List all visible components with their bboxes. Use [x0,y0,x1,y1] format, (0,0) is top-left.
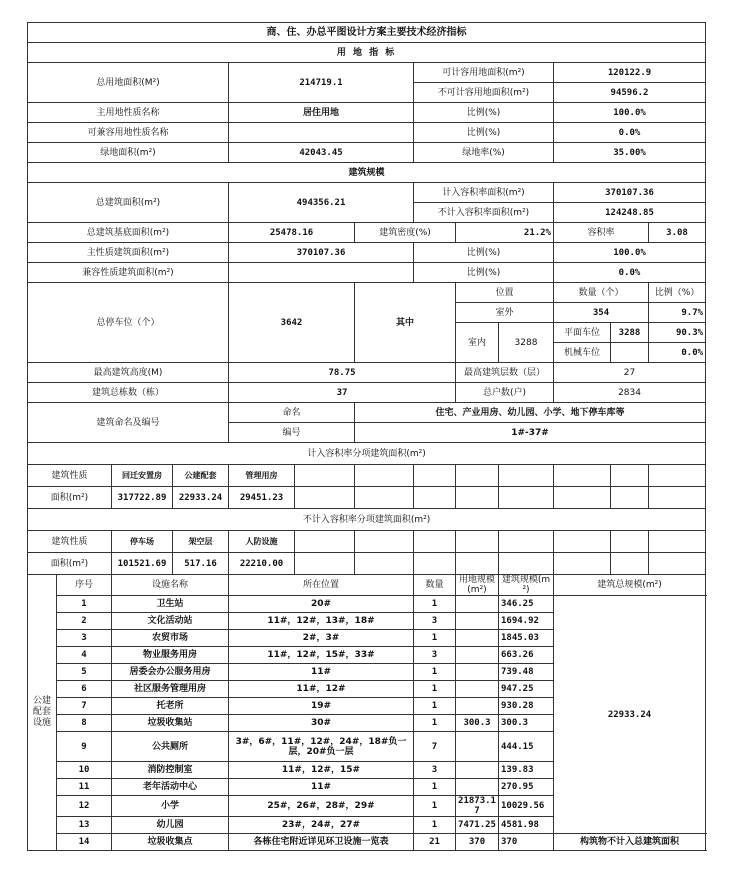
nonfar-h-stilts: 架空层 [173,531,229,553]
facility-qty: 1 [414,817,456,834]
facility-land-area [456,762,499,779]
parking-among-label: 其中 [355,283,456,363]
facilities-h-location: 所在位置 [229,575,414,596]
facility-qty: 3 [414,647,456,664]
facility-location: 11#，12#，13#，18# [229,613,414,630]
facility-location: 2#，3# [229,630,414,647]
section-far-breakdown: 计入容积率分项建筑面积(m²) [28,443,706,465]
facility-name: 社区服务管理用房 [112,681,229,698]
parking-outdoor-label: 室外 [456,303,554,323]
facility-row [28,596,706,613]
compat-nature-label: 可兼容用地性质名称 [28,123,229,143]
facility-row [28,834,706,851]
facility-name: 公共厕所 [112,732,229,762]
parking-mech-ratio: 0.0% [649,343,706,363]
facility-build-area: 663.26 [499,647,554,664]
facility-index: 12 [57,796,112,817]
facility-name: 老年活动中心 [112,779,229,796]
facility-build-area: 370 [499,834,554,851]
facility-qty: 21 [414,834,456,851]
far-v-public: 22933.24 [173,487,229,509]
facilities-h-total: 建筑总规模(m²) [554,575,706,596]
land-total-label: 总用地面积(M²) [28,63,229,103]
facility-name: 文化活动站 [112,613,229,630]
facility-name: 垃圾收集站 [112,715,229,732]
facility-location: 11# [229,664,414,681]
facility-index: 14 [57,834,112,851]
facilities-h-name: 设施名称 [112,575,229,596]
facility-index: 7 [57,698,112,715]
nonfar-land-value: 94596.2 [554,83,706,103]
facility-name: 小学 [112,796,229,817]
facility-land-area: 21873.17 [456,796,499,817]
compat-ratio-label: 比例(%) [414,123,554,143]
nonfar-area-value: 124248.85 [554,203,706,223]
green-rate-label: 绿地率(%) [414,143,554,163]
naming-number-value: 1#-37# [355,423,706,443]
facility-build-area: 1694.92 [499,613,554,630]
facility-location: 3#，6#，11#，12#，24#，18#负一层，20#负一层 [229,732,414,762]
facility-location: 25#，26#，28#，29# [229,796,414,817]
main-area-value: 370107.36 [229,243,414,263]
naming-name-value: 住宅、产业用房、幼儿园、小学、地下停车库等 [355,403,706,423]
green-area-value: 42043.45 [229,143,414,163]
parking-outdoor-ratio: 9.7% [649,303,706,323]
tech-econ-table [27,22,706,851]
green-rate-value: 35.00% [554,143,706,163]
facility-build-area: 270.95 [499,779,554,796]
facility-location: 各栋住宅附近详见环卫设施一览表 [229,834,414,851]
facilities-group-label: 公建配套设施 [28,575,57,851]
facility-index: 8 [57,715,112,732]
facility-location: 11#，12# [229,681,414,698]
build-total-label: 总建筑面积(m²) [28,183,229,223]
max-height-value: 78.75 [229,363,456,383]
bldg-count-value: 37 [229,383,456,403]
facility-qty: 1 [414,698,456,715]
facility-location: 19# [229,698,414,715]
facility-land-area [456,664,499,681]
facility-name: 农贸市场 [112,630,229,647]
facility-build-area: 4581.98 [499,817,554,834]
facility-location: 23#，24#，27# [229,817,414,834]
facility-qty: 3 [414,613,456,630]
facility-land-area [456,779,499,796]
parking-flat-count: 3288 [611,323,649,343]
households-value: 2834 [554,383,706,403]
facility-land-area: 300.3 [456,715,499,732]
section-land: 用 地 指 标 [28,43,706,63]
parking-h-count: 数量（个） [554,283,649,303]
facility-index: 4 [57,647,112,664]
facility-build-area: 1845.03 [499,630,554,647]
facility-qty: 1 [414,664,456,681]
facility-index: 2 [57,613,112,630]
facility-land-area [456,732,499,762]
far-h-mgmt: 管理用房 [229,465,295,487]
facility-qty: 1 [414,796,456,817]
facility-qty: 1 [414,596,456,613]
far-area-label: 计入容积率面积(m²) [414,183,554,203]
parking-h-position: 位置 [456,283,554,303]
facility-build-area: 739.48 [499,664,554,681]
facility-name: 幼儿园 [112,817,229,834]
nonfar-h-civil-defense: 人防设施 [229,531,295,553]
parking-indoor-value: 3288 [499,323,554,363]
green-area-label: 绿地面积(m²) [28,143,229,163]
naming-label: 建筑命名及编号 [28,403,229,443]
base-area-label: 总建筑基底面积(m²) [28,223,229,243]
facility-name: 物业服务用房 [112,647,229,664]
nonfar-v-stilts: 517.16 [173,553,229,575]
density-value: 21.2% [456,223,554,243]
facility-build-area: 139.83 [499,762,554,779]
nonfar-h-parking: 停车场 [112,531,173,553]
parking-mech-count [611,343,649,363]
facility-location: 11#，12#，15# [229,762,414,779]
main-area-label: 主性质建筑面积(m²) [28,243,229,263]
facility-qty: 3 [414,762,456,779]
facility-index: 11 [57,779,112,796]
facility-land-area: 7471.25 [456,817,499,834]
facilities-h-land: 用地规模(m²) [456,575,499,596]
facilities-h-qty: 数量 [414,575,456,596]
far-land-label: 可计容用地面积(m²) [414,63,554,83]
facilities-table [28,575,706,851]
build-main-ratio-value: 100.0% [554,243,706,263]
parking-mech-label: 机械车位 [554,343,611,363]
facilities-total-value: 22933.24 [554,596,706,834]
facility-qty: 7 [414,732,456,762]
nonfar-land-label: 不可计容用地面积(m²) [414,83,554,103]
nonfar-nature-label: 建筑性质 [28,531,112,553]
facility-name: 垃圾收集点 [112,834,229,851]
far-h-resettle: 回迁安置房 [112,465,173,487]
facility-land-area [456,681,499,698]
far-nature-label: 建筑性质 [28,465,112,487]
facility-build-area: 930.28 [499,698,554,715]
facility-location: 20# [229,596,414,613]
facility-index: 13 [57,817,112,834]
parking-outdoor-count: 354 [554,303,649,323]
nonfar-v-civil-defense: 22210.00 [229,553,295,575]
far-h-public: 公建配套 [173,465,229,487]
facility-build-area: 346.25 [499,596,554,613]
facility-build-area: 947.25 [499,681,554,698]
facility-index: 5 [57,664,112,681]
build-compat-ratio-value: 0.0% [554,263,706,283]
facility-index: 1 [57,596,112,613]
facility-land-area [456,698,499,715]
facility-build-area: 10029.56 [499,796,554,817]
facilities-header-row [28,575,706,596]
facility-index: 10 [57,762,112,779]
build-main-ratio-label: 比例(%) [414,243,554,263]
facility-location: 11#，12#，15#，33# [229,647,414,664]
facilities-last-note: 构筑物不计入总建筑面积 [554,834,706,851]
far-land-value: 120122.9 [554,63,706,83]
far-v-resettle: 317722.89 [112,487,173,509]
land-total-value: 214719.1 [229,63,414,103]
facility-qty: 1 [414,681,456,698]
parking-flat-ratio: 90.3% [649,323,706,343]
compat-nature-value [229,123,414,143]
density-label: 建筑密度(%) [355,223,456,243]
facility-land-area [456,596,499,613]
section-build: 建筑规模 [28,163,706,183]
facility-build-area: 444.15 [499,732,554,762]
facility-name: 消防控制室 [112,762,229,779]
parking-indoor-label: 室内 [456,323,499,363]
parking-h-ratio: 比例（%） [649,283,706,303]
naming-name-label: 命名 [229,403,355,423]
max-height-label: 最高建筑高度(M) [28,363,229,383]
facility-index: 6 [57,681,112,698]
plot-ratio-label: 容积率 [554,223,649,243]
facility-name: 居委会办公服务用房 [112,664,229,681]
facility-land-area [456,613,499,630]
main-nature-label: 主用地性质名称 [28,103,229,123]
facility-index: 9 [57,732,112,762]
facility-name: 卫生站 [112,596,229,613]
facility-qty: 1 [414,715,456,732]
facilities-h-index: 序号 [57,575,112,596]
parking-total-label: 总停车位（个） [28,283,229,363]
facility-qty: 1 [414,779,456,796]
facility-land-area [456,647,499,664]
main-nature-value: 居住用地 [229,103,414,123]
main-ratio-value: 100.0% [554,103,706,123]
facility-build-area: 300.3 [499,715,554,732]
facility-location: 11# [229,779,414,796]
parking-total-value: 3642 [229,283,355,363]
compat-ratio-value: 0.0% [554,123,706,143]
parking-flat-label: 平面车位 [554,323,611,343]
plot-ratio-value: 3.08 [649,223,706,243]
compat-area-label: 兼容性质建筑面积(m²) [28,263,229,283]
build-compat-ratio-label: 比例(%) [414,263,554,283]
far-area-row-label: 面积(m²) [28,487,112,509]
far-v-mgmt: 29451.23 [229,487,295,509]
facility-land-area [456,630,499,647]
max-floors-value: 27 [554,363,706,383]
nonfar-area-row-label: 面积(m²) [28,553,112,575]
section-nonfar-breakdown: 不计入容积率分项建筑面积(m²) [28,509,706,531]
naming-number-label: 编号 [229,423,355,443]
nonfar-area-label: 不计入容积率面积(m²) [414,203,554,223]
facility-name: 托老所 [112,698,229,715]
bldg-count-label: 建筑总栋数（栋） [28,383,229,403]
main-ratio-label: 比例(%) [414,103,554,123]
nonfar-v-parking: 101521.69 [112,553,173,575]
facility-location: 30# [229,715,414,732]
facility-qty: 1 [414,630,456,647]
facilities-h-build: 建筑规模(m²) [499,575,554,596]
households-label: 总户数(户) [456,383,554,403]
facility-index: 3 [57,630,112,647]
facility-land-area: 370 [456,834,499,851]
build-total-value: 494356.21 [229,183,414,223]
compat-area-value [229,263,414,283]
base-area-value: 25478.16 [229,223,355,243]
table-title: 商、住、办总平图设计方案主要技术经济指标 [28,23,706,43]
max-floors-label: 最高建筑层数（层） [456,363,554,383]
far-area-value: 370107.36 [554,183,706,203]
